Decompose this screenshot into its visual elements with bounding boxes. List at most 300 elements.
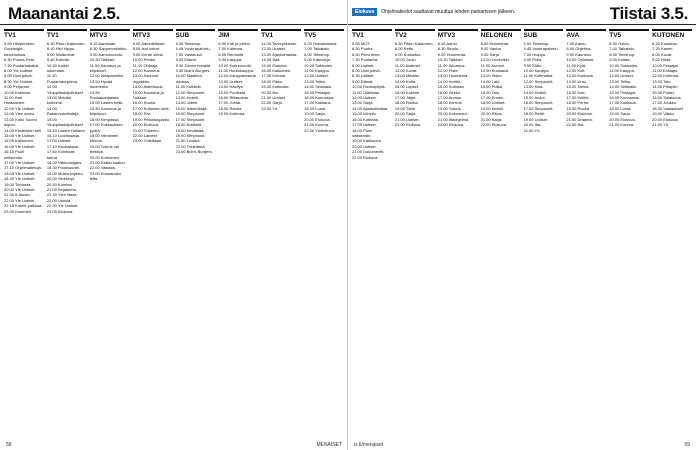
right-footer: [354, 442, 690, 448]
left-columns: [4, 27, 344, 436]
program-entry: 22.00 Ilta.: [566, 122, 584, 128]
program-entry: 22.00 Sarja.: [261, 100, 283, 106]
program-entry: 20.00 Elokuva.: [609, 116, 636, 122]
channel-heading: TV2: [395, 29, 435, 40]
program-entry: 7.00 Vastatuuli.: [175, 51, 203, 57]
banner-tag: Elokuva: [352, 8, 377, 16]
program-entry: 10.00 Sotamies.: [304, 62, 334, 68]
channel-heading: TV1: [47, 29, 87, 40]
schedule-column: [218, 27, 258, 436]
right-page: [348, 0, 696, 450]
program-entry: 12.00 Ilmapainetta.: [89, 73, 124, 79]
program-entry: 20.00 Ilta.: [523, 122, 542, 128]
program-entry: 6.30 Puuha-Pete.: [4, 57, 36, 63]
program-entry: 20.00 Simpsonit.: [175, 132, 206, 138]
program-entry: 8.00 Vanha.: [480, 46, 502, 52]
program-entry: 13.00 Huomenta.: [437, 73, 469, 79]
program-entry: 14.00 Uusi.: [566, 78, 587, 84]
program-entry: 22.15 Kolme paikkaa.: [4, 203, 43, 209]
program-entry: 17.00 Uutiset.: [46, 138, 72, 144]
program-entry: 14.00 Sää.: [261, 57, 281, 63]
program-entry: 10.00 Ostokset.: [566, 57, 595, 63]
program-entry: 17.00 Simpsonit.: [523, 105, 554, 111]
channel-heading: MTV3: [438, 29, 478, 40]
program-entry: 6.00 Ostoskanava.: [304, 41, 338, 46]
program-entry: 8.00 Teleshop.: [609, 51, 636, 57]
program-entry: 13.00 Uutiset.: [218, 78, 244, 84]
program-entry: 11.00 Ensiapu.: [652, 68, 679, 74]
program-entry: 12.05 Ylen aamu.: [4, 111, 36, 117]
program-entry: 6.45 Vuokrapalvelu.: [523, 46, 559, 52]
right-day-title: Tiistai 3.5.: [609, 4, 688, 23]
program-entry: 18.00 Uutiset.: [480, 100, 506, 106]
program-entry: 16.00 Kokeile.: [394, 89, 421, 95]
program-entry: 10.00 Maailma jaloissa.: [175, 73, 202, 84]
program-entry: 17.00 Simpsonit.: [175, 116, 206, 122]
program-entry: 9.00 Kauppa.: [218, 57, 243, 63]
program-entry: 19.00 Totuus.: [437, 105, 462, 111]
program-entry: 10.00 Kauppa.: [523, 68, 550, 74]
program-entry: 9.00 Kerän silmä.: [132, 51, 164, 57]
program-entry: 16.10 Luontosarja.: [46, 132, 81, 138]
program-entry: 20.00 Uutiset.: [352, 143, 377, 149]
program-entry: 12.00 Koti.: [566, 68, 586, 74]
program-entry: 9.00 Kauneus.: [566, 51, 593, 57]
program-entry: 17.00 Ennen.: [480, 95, 505, 101]
left-footer: [6, 442, 342, 448]
program-entry: 10.00 Ruokapöytä.: [352, 84, 386, 90]
program-entry: 15.00 Arviot.: [523, 95, 546, 101]
program-entry: 11.00 Kotiäidit.: [175, 84, 202, 90]
program-entry: 8.05 Uusi päivä.: [4, 73, 33, 79]
program-entry: 16.15 Puoli seitsemän.: [4, 149, 25, 160]
program-entry: 6.20 Kuutamo.: [652, 41, 679, 46]
program-entry: 20.00 Kolmonen.: [437, 111, 468, 117]
program-entry: 22.00 Uutisia.: [46, 197, 72, 203]
schedule-column: [261, 27, 301, 436]
program-entry: 9.00 Huomenta.: [437, 51, 467, 57]
channel-heading: SUB: [524, 29, 564, 40]
program-entry: 5.55 Hiiriperheen Goodnight -toivomuksia.: [4, 41, 35, 57]
program-entry: 22.00 Elokuva.: [437, 122, 465, 128]
program-entry: 10.30 Talkkari.: [89, 57, 116, 63]
program-entry: 12.00 Uutiset.: [352, 95, 377, 101]
program-entry: 18.00 Viikkohuijaus.: [46, 159, 83, 165]
program-entry: 13.00 Sarja.: [352, 100, 374, 106]
schedule-column: [609, 27, 649, 436]
program-entry: 18.30 Puolisuudet.: [46, 165, 81, 171]
program-entry: 12.00 Kauneus.: [132, 68, 161, 74]
program-entry: 8.00 Ohjelma.: [566, 46, 592, 52]
program-entry: 16.00 Salaisuus.: [652, 95, 682, 101]
program-entry: 8.30 Uutiset.: [352, 73, 375, 79]
program-entry: 21.00 Kuuma.: [304, 122, 330, 128]
schedule-column: [438, 27, 478, 436]
program-entry: 13.00 Koko Suomi leipoo.: [4, 116, 37, 128]
program-entry: 13.00 Meidän kotimme.: [46, 95, 72, 106]
program-entry: 11.10 Ohjaaja.: [132, 62, 159, 68]
program-entry: 21.00 Uutiset.: [394, 116, 420, 122]
program-entry: 17.00 Joukko.: [652, 100, 678, 106]
program-entry: 9.00 Eläin.: [523, 62, 543, 68]
program-entry: 13.00 Sisko.: [480, 73, 503, 79]
program-entry: 15.00 Yle Uutiset.: [4, 132, 36, 138]
program-entry: 14.00 Hävitys.: [218, 84, 244, 90]
program-entry: 15.00 Elokuva.: [261, 62, 288, 68]
program-entry: 11.00 Avaimet.: [394, 62, 421, 68]
program-entry: 11.00 Huutokauppa.: [218, 68, 255, 74]
program-entry: 13.00 Talo.: [652, 78, 672, 84]
program-entry: 18.00 Rivi.: [132, 111, 152, 117]
program-entry: 21.00 Iltaohjelma.: [437, 116, 470, 122]
program-entry: 7.00 Aamu.: [566, 41, 587, 46]
program-entry: 10.00 Kotimaa.: [4, 89, 31, 95]
program-entry: 11.00 Kauppa.: [609, 68, 635, 74]
program-entry: 10.30 Talkkari.: [437, 57, 464, 63]
program-entry: 17.10 Ruokalistat.: [46, 143, 79, 149]
program-entry: 8.10 Hiiri Hippo.: [46, 46, 76, 52]
program-entry: 21.00 Draama.: [566, 116, 593, 122]
schedule-column: [90, 27, 130, 436]
program-entry: 18.00 Viimeinen kierros.: [89, 132, 119, 144]
program-entry: 6.00 Aamutelkkari.: [132, 41, 166, 46]
program-entry: 20.00 Rikos.: [480, 111, 503, 117]
channel-heading: TV5: [304, 29, 344, 40]
program-entry: 20.00 Sarja.: [394, 111, 417, 117]
program-entry: 20.00 Kolmonen.: [89, 154, 120, 160]
program-entry: 11.00 Terveyskioski.: [261, 41, 297, 46]
program-entry: 21.00 Dokumentti.: [352, 149, 385, 155]
channel-heading: AVA: [566, 29, 606, 40]
program-entry: 8.00 Pulla.: [523, 57, 543, 63]
right-page-number: 59: [684, 442, 690, 448]
program-entry: 19.00 Sarja.: [609, 111, 631, 117]
program-entry: 11.00 Kauppa.: [304, 68, 330, 74]
program-entry: 21.00 A-studio.: [4, 192, 31, 198]
program-entry: 8.30 Toinen rinnalla.: [175, 62, 212, 68]
program-entry: 11.00 Kauneus.: [437, 62, 466, 68]
program-entry: 6.30 Puuha.: [352, 46, 374, 52]
program-entry: 8.05 Uusi päivä.: [352, 68, 381, 74]
channel-heading: NELONEN: [481, 29, 521, 40]
program-entry: 6.15 Aamu.: [437, 41, 458, 46]
program-entry: 17.00 Yle Uutiset.: [4, 159, 36, 165]
program-entry: 15.00 Isännöitsijä.: [175, 105, 208, 111]
program-entry: 11.00 Kylä.: [566, 62, 587, 68]
program-entry: 10.00 Sotamies.: [609, 62, 639, 68]
program-entry: 15.00 Puolesta.: [218, 89, 247, 95]
program-entry: 19.00 Kevätsää.: [175, 127, 205, 133]
right-magazine: is.fi/menaiset: [354, 442, 384, 448]
program-entry: 11.00 Kotimatka.: [523, 73, 554, 79]
program-entry: 16.00 Riitasointu.: [218, 95, 250, 101]
program-entry: 19.00 Viikko.: [652, 111, 675, 117]
right-page-header: [348, 0, 696, 25]
program-entry: 6.00 Ostos.: [609, 41, 630, 46]
program-entry: 8.00 Elämä.: [175, 57, 197, 63]
program-entry: 15.05 Kakkonen.: [4, 138, 35, 144]
program-entry: 17.00 Kokkaus.: [609, 100, 637, 106]
schedule-column: [566, 27, 606, 436]
program-entry: 15.00 Kotimaa.: [437, 84, 465, 90]
program-entry: 18.00 Rauha.: [218, 105, 243, 111]
program-entry: 11.00 Kummi.: [480, 62, 506, 68]
program-entry: 9.00 Kurkistus.: [394, 51, 422, 57]
program-entry: 13.55 Ruokakaupassa.: [89, 89, 120, 101]
program-entry: 7.30 Puutarhakaksi.: [4, 62, 40, 68]
schedule-column: [176, 27, 216, 436]
program-entry: 20.00 Ilta.: [261, 89, 279, 95]
schedule-column: [652, 27, 692, 436]
program-entry: 22.00 Vastaus.: [89, 165, 117, 171]
program-entry: 6.00 Teleshop.: [523, 41, 550, 46]
program-entry: 16.00 Kimpassa.: [89, 116, 120, 122]
program-entry: 22.00 Elokuva.: [480, 122, 508, 128]
channel-heading: JIM: [218, 29, 258, 40]
program-entry: 11.00 Ostetaan.: [352, 89, 381, 95]
program-entry: 12.00 Uutiset.: [261, 46, 286, 52]
program-entry: 6.30 Pikku Kakkonen.: [46, 41, 86, 46]
banner: [352, 6, 515, 17]
program-entry: 10.00 Peräsi.: [132, 57, 157, 63]
program-entry: 23.00 Yötelkkari.: [132, 138, 163, 144]
program-entry: 11.00 Kauneus ja kirjekuori.: [89, 62, 121, 74]
program-entry: 7.30 Puutarha.: [352, 57, 379, 63]
program-entry: 20.00 Elokuva.: [566, 111, 593, 117]
program-entry: 23.00 Bob's Burgers.: [175, 149, 213, 155]
program-entry: 20.00 Yle Uutiset.: [4, 186, 36, 192]
program-entry: 19.00 Kakkonen.: [352, 138, 383, 144]
program-entry: 21.00 Kuuma.: [609, 122, 635, 128]
program-entry: 19.00 Kotikokki.: [261, 84, 290, 90]
program-entry: 18.00 Yle Uutiset.: [4, 170, 36, 176]
program-entry: 8.30 Yle Uutiset.: [4, 78, 34, 84]
program-entry: 13.00 Teltta.: [609, 78, 631, 84]
program-entry: 18.00 Ruoka.: [394, 100, 419, 106]
program-entry: 8.00 Uutiset.: [352, 62, 375, 68]
program-entry: 6.00 Huomenta.: [480, 41, 510, 46]
program-entry: 15.00 Pelaajat.: [304, 89, 331, 95]
schedule-column: [524, 27, 564, 436]
program-entry: 13.00 Ajankohtaista.: [261, 51, 298, 57]
program-entry: 9.00 Hinta.: [652, 57, 672, 63]
channel-heading: TV1: [261, 29, 301, 40]
program-entry: 16.00 Kunnossa.: [609, 95, 640, 101]
program-entry: 12.00 Simpsonit.: [175, 89, 206, 95]
program-entry: 12.00 Simpsonit.: [523, 78, 554, 84]
schedule-column: [304, 27, 344, 436]
program-entry: 15.00 Ylioppilaskirjoitukset.: [46, 116, 85, 128]
schedule-column: [4, 27, 44, 436]
program-entry: 9.40 Kahvila.: [46, 57, 71, 63]
program-entry: 21.00 Luokka.: [175, 138, 201, 144]
program-entry: 6.15 Aamusäe.: [89, 41, 117, 46]
program-entry: 10.30 Kaikki lukemaan.: [46, 62, 69, 74]
program-entry: 16.00 Simpsonit.: [175, 111, 206, 117]
program-entry: 10.00 Joulu.: [394, 57, 417, 63]
schedule-column: [395, 27, 435, 436]
program-entry: 16.00 Kotimaa.: [352, 116, 379, 122]
program-entry: 15.00 Tarina.: [566, 84, 590, 90]
program-entry: 11.10 Puutarhaohjelma.: [46, 73, 79, 84]
channel-heading: MTV3: [133, 29, 173, 40]
program-entry: 23.00 Kuukauden leffa.: [89, 170, 122, 182]
program-entry: 18.00 Vastaukset.: [652, 105, 684, 111]
program-entry: 19.00 Keittiö.: [480, 105, 504, 111]
program-entry: 20.00 Elokuva.: [304, 116, 331, 122]
program-entry: 22.30 Yle Uutiset.: [46, 203, 79, 209]
program-entry: 15.30 Kauneus ja kirjekuori.: [89, 105, 121, 117]
program-entry: 13.00 Kokkaus.: [566, 73, 594, 79]
program-entry: 22.00 Tosielämä.: [175, 143, 206, 149]
program-entry: 16.00 Yle Uutiset.: [4, 143, 36, 149]
program-entry: 7.00 Taikatalo.: [609, 46, 635, 52]
program-entry: 12.00 Kauppakeskus.: [218, 73, 257, 79]
program-entry: 9.00 Elämä.: [352, 78, 374, 84]
program-entry: 13.00 Hyvää huomenta.: [89, 78, 113, 90]
program-entry: 12.00 Uutiset.: [609, 73, 634, 79]
program-entry: 16.00 Kirkko.: [437, 89, 462, 95]
program-entry: 14.00 Kiinteistön talli.: [4, 127, 42, 133]
program-entry: 11.00 Kari Hotakainen.: [4, 95, 26, 106]
program-entry: 22.00 Yle Uutiset.: [4, 197, 36, 203]
program-entry: 14.00 Seikkailu.: [304, 84, 333, 90]
program-entry: 18.00 Kotiäidit.: [175, 122, 202, 128]
program-entry: 19.00 Ruoka.: [566, 105, 591, 111]
program-entry: 16.00 Ruotsi.: [132, 100, 157, 106]
program-entry: 6.00 Teleshop.: [175, 41, 202, 46]
program-entry: 9.00 Katuvarjo.: [304, 57, 332, 63]
program-entry: 9.00 Kultaa.: [609, 57, 631, 63]
program-entry: 20.30 Kumina.: [46, 181, 73, 187]
right-columns: [352, 27, 692, 436]
program-entry: 12.00 Piste.: [437, 68, 459, 74]
program-entry: 8.00 Yle Uutiset.: [4, 68, 34, 74]
program-entry: 18.00 Puoli seitsemän.: [352, 127, 373, 138]
program-entry: 14.00 Rakennusviestejä.: [46, 105, 80, 117]
program-entry: 14.00 Kulta.: [394, 78, 417, 84]
program-entry: 19.00 Musta kirjasto.: [46, 170, 84, 176]
banner-text: Ohjelmatiedot saattavat muuttua lehden painamisen jälkeen.: [381, 8, 516, 15]
program-entry: 18.00 Loma.: [609, 105, 632, 111]
program-entry: 17.10 Ohjelmatietoja.: [4, 165, 42, 171]
program-entry: 23.00 Yö.: [261, 105, 279, 111]
left-magazine: MENAISET: [316, 442, 342, 448]
program-entry: 18.00 Reitti.: [523, 111, 545, 117]
program-entry: 12.00 Kuukausi.: [480, 68, 510, 74]
program-entry: 17.00 Jäljet.: [394, 95, 417, 101]
program-entry: 16.00 Simpsonit.: [523, 100, 554, 106]
program-entry: 17.00 Kultainen kieli.: [132, 105, 170, 111]
program-entry: 14.00 Aktiivisuus.: [132, 84, 164, 90]
program-entry: 18.30 Yle Uutiset.: [4, 176, 36, 182]
program-entry: 16.00 Koti.: [566, 89, 586, 95]
program-entry: 23.05 Elokuva.: [46, 208, 74, 214]
program-entry: 9.00 Sarja.: [480, 51, 500, 57]
program-entry: 21.00 Yökerho.: [132, 127, 160, 133]
program-entry: 19.00 Totuus vai tehtävä.: [89, 143, 119, 155]
program-entry: 17.00 Keittiö.: [566, 95, 590, 101]
program-entry: 14.00 Pihapiiri.: [652, 84, 679, 90]
channel-heading: SUB: [176, 29, 216, 40]
program-entry: 6.30 Studio.: [437, 46, 460, 52]
program-entry: 17.00 Uutiset.: [352, 122, 377, 128]
program-entry: 22.00 Elokuva.: [352, 154, 379, 160]
program-entry: 19.00 Sarja.: [304, 111, 326, 117]
program-entry: 19.00 Tähti.: [394, 105, 416, 111]
program-entry: 21.00 Uutiset.: [261, 95, 286, 101]
channel-heading: MTV3: [90, 29, 130, 40]
program-entry: 6.50 Pieni ihme.: [352, 51, 381, 57]
program-entry: 13.00 Kisa.: [523, 84, 544, 90]
program-entry: 16.00 Talo.: [480, 89, 501, 95]
program-entry: 13.00 Hotelli.: [175, 95, 199, 101]
program-entry: 9.00 Aamuhuomio.: [89, 51, 124, 57]
program-entry: 17.00 Kokkaus.: [304, 100, 332, 106]
program-entry: 22.00 Elokuva.: [394, 122, 422, 128]
schedule-column: [47, 27, 87, 436]
program-entry: 18.00 Perhe.: [566, 100, 590, 106]
program-entry: 17.00 Arvaus.: [437, 95, 463, 101]
left-page-header: [0, 0, 348, 25]
program-entry: 9.00 Perjantai.: [4, 84, 30, 90]
program-entry: 18.00 Kierros.: [437, 100, 463, 106]
program-entry: 20.00 Elokuva.: [132, 122, 160, 128]
program-entry: 12.00 Uutiset.: [304, 73, 329, 79]
channel-heading: TV1: [352, 29, 392, 40]
program-entry: 15.00 Urheilu.: [352, 111, 377, 117]
program-entry: 13.00 Mikään.: [394, 73, 421, 79]
program-entry: 14.00 Keittiö.: [437, 78, 462, 84]
program-entry: 19.00 Uutiset.: [523, 116, 549, 122]
program-entry: 15.40 Lasten Hollanti.: [46, 127, 86, 133]
program-entry: 14.00 Hotelli.: [523, 89, 547, 95]
program-entry: 12.00 Ylioppilaskirjoitukset.: [46, 84, 85, 95]
program-entry: 19.00 Kotimaa.: [218, 111, 246, 117]
program-entry: 21.00 Kaikki kaatuu.: [89, 159, 126, 165]
program-entry: 8.00 Teleshop.: [304, 51, 331, 57]
program-entry: 14.00 Ajankohtaista.: [352, 105, 389, 111]
program-entry: 7.20 Kaveri.: [652, 46, 674, 52]
schedule-column: [481, 27, 521, 436]
program-entry: 17.00 Kokkauksen pyörä.: [89, 122, 123, 133]
program-entry: 17.00 Juhlat.: [218, 100, 242, 106]
program-entry: 21.00 Sarja.: [480, 116, 503, 122]
program-entry: 6.30 Sapporonkirkko.: [89, 46, 128, 52]
program-entry: 8.00 Kuvat.: [652, 51, 673, 57]
program-entry: 15.00 Lapset.: [394, 84, 420, 90]
program-entry: 10.00 Lemmikki.: [480, 57, 510, 63]
program-entry: 14.00 Jokeri.: [175, 100, 199, 106]
program-entry: 20.00 Elokuva.: [652, 116, 679, 122]
program-entry: 6.30 Pikku Kakkonen.: [394, 41, 434, 46]
program-entry: 13.00 Asunnot myydään.: [132, 73, 159, 84]
program-entry: 15.00 Poliisi.: [652, 89, 675, 95]
program-entry: 8.00 Kettu.: [394, 46, 415, 52]
program-entry: 16.00 Kakkonen.: [261, 68, 292, 74]
program-entry: 17.50 Kotimaan tarina.: [46, 149, 75, 160]
program-entry: 21.00 Kirjakerho.: [46, 186, 78, 192]
program-entry: 23.00 Kummeli.: [4, 208, 32, 214]
program-entry: 15.00 Kauneus ja Talkkari.: [132, 89, 164, 101]
channel-heading: KUTONEN: [652, 29, 692, 40]
program-entry: 15.00 Pelaajat.: [609, 89, 636, 95]
program-entry: 18.00 Loma.: [304, 105, 327, 111]
program-entry: 9.00 Sisäkorvat.: [46, 51, 76, 57]
program-entry: 6.00 Koti ja perhe.: [218, 41, 251, 46]
program-entry: 21.30 Ylen iltasa.: [46, 192, 78, 198]
program-entry: 10.00 Pelaajat.: [652, 62, 679, 68]
